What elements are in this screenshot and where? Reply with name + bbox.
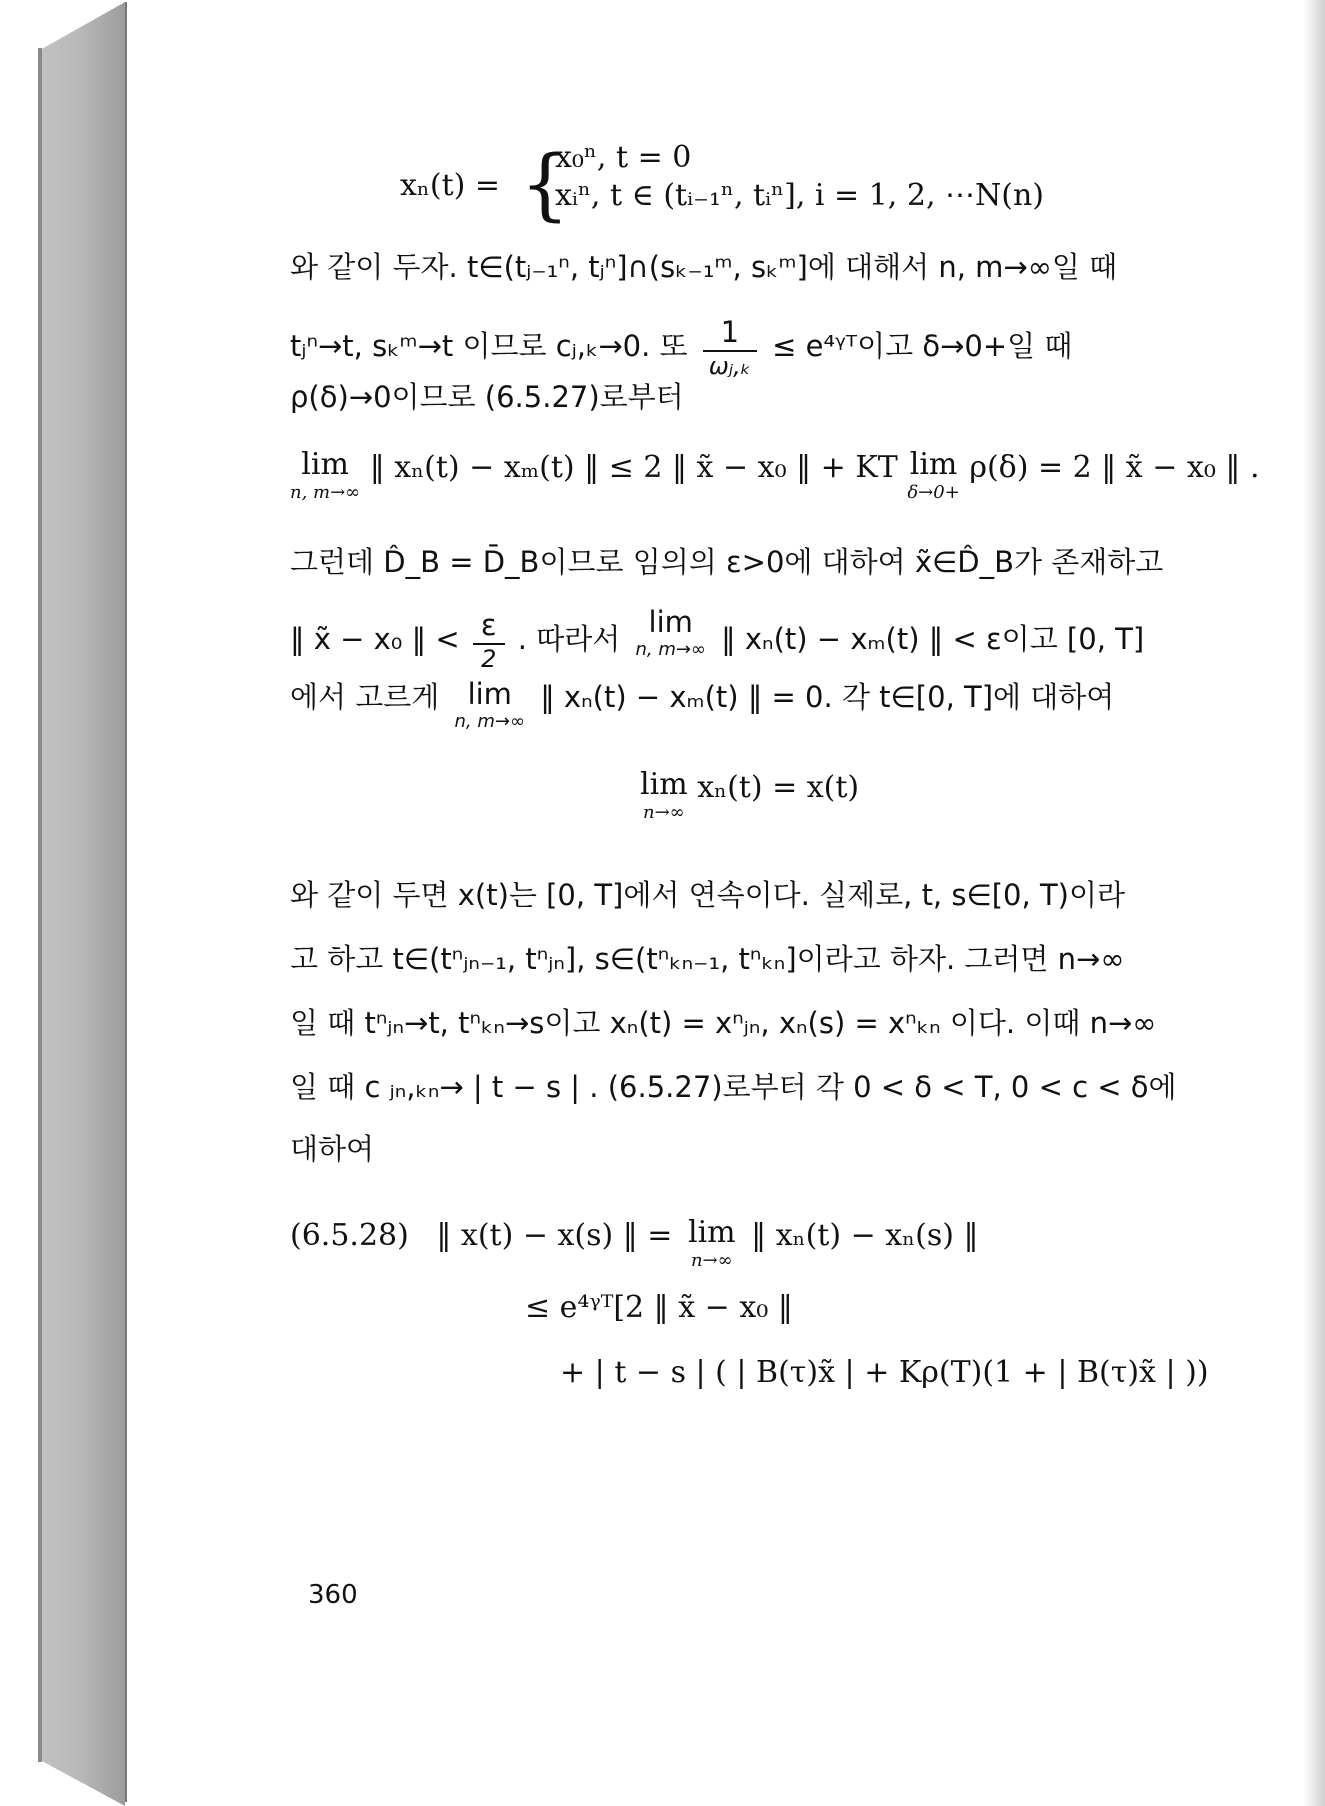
text-line: 대하여	[290, 1132, 375, 1166]
text-line: 일 때 c ⱼₙ,ₖₙ→ | t − s | . (6.5.27)로부터 각 0 < δ < T, 0 < c < δ에	[290, 1070, 1177, 1104]
limit-operator	[907, 447, 960, 503]
fraction-numerator: 1	[703, 315, 757, 352]
limit-operator	[687, 1215, 736, 1271]
text-segment: ‖ xₙ(t) − xₘ(t) ‖ < ε이고 [0, T]	[721, 621, 1145, 656]
text-line: 그런데 D̂_B = D̄_B이므로 임의의 ε>0에 대하여 x̃∈D̂_B가 존재하고	[290, 545, 1164, 579]
equation-line: + | t − s | ( | B(τ)x̃ | + Kρ(T)(1 + | B(τ)x̃ | ))	[560, 1355, 1209, 1390]
limit-subscript: n, m→∞	[290, 482, 361, 503]
fraction	[473, 608, 505, 674]
limit-text: lim	[467, 677, 512, 711]
brace: {	[520, 140, 570, 230]
text-line	[290, 315, 1072, 381]
equation-limit-1	[290, 447, 1260, 503]
text-segment: tⱼⁿ→t, sₖᵐ→t 이므로 cⱼ,ₖ→0. 또	[290, 328, 688, 363]
equation-segment: ‖ xₙ(t) − xₘ(t) ‖ ≤ 2 ‖ x̃ − x₀ ‖ + KT	[369, 450, 898, 485]
book-spine-edge	[38, 48, 42, 1762]
equation-case-1: x₀ⁿ, t = 0	[555, 140, 692, 175]
text-line: ρ(δ)→0이므로 (6.5.27)로부터	[290, 380, 684, 414]
limit-operator	[454, 677, 525, 732]
equation-case-2: xᵢⁿ, t ∈ (tᵢ₋₁ⁿ, tᵢⁿ], i = 1, 2, ⋯N(n)	[555, 178, 1044, 213]
equation-6-5-28	[290, 1215, 979, 1271]
fraction-denominator: 2	[481, 644, 497, 673]
limit-subscript: n→∞	[690, 1250, 733, 1271]
text-line	[290, 605, 1145, 674]
limit-text: lim	[301, 447, 349, 482]
equation-segment: ρ(δ) = 2 ‖ x̃ − x₀ ‖ .	[969, 450, 1260, 485]
equation-limit-2	[640, 767, 860, 823]
equation-segment: ‖ x(t) − x(s) ‖ =	[436, 1218, 673, 1253]
equation-line: ≤ e⁴ᵞᵀ[2 ‖ x̃ − x₀ ‖	[525, 1290, 793, 1325]
text-line: 고 하고 t∈(tⁿⱼₙ₋₁, tⁿⱼₙ], s∈(tⁿₖₙ₋₁, tⁿₖₙ]이라고 하자. 그러면 n→∞	[290, 942, 1125, 976]
limit-operator	[635, 605, 706, 660]
limit-text: lim	[640, 767, 688, 802]
page-shadow	[1303, 0, 1325, 1806]
text-segment: ‖ xₙ(t) − xₘ(t) ‖ = 0. 각 t∈[0, T]에 대하여	[540, 680, 1115, 714]
limit-operator	[640, 767, 688, 823]
limit-subscript: n, m→∞	[454, 711, 525, 732]
limit-subscript: n, m→∞	[635, 639, 706, 660]
page-number: 360	[308, 1580, 358, 1610]
text-line: 와 같이 두자. t∈(tⱼ₋₁ⁿ, tⱼⁿ]∩(sₖ₋₁ᵐ, sₖᵐ]에 대해서 n, m→∞일 때	[290, 250, 1118, 284]
limit-text: lim	[648, 605, 693, 639]
text-line: 와 같이 두면 x(t)는 [0, T]에서 연속이다. 실제로, t, s∈[0, T)이라	[290, 878, 1126, 912]
text-line	[290, 677, 1115, 732]
equation-piecewise-lhs: xₙ(t) =	[400, 168, 501, 203]
limit-text: lim	[909, 447, 958, 482]
text-line: 일 때 tⁿⱼₙ→t, tⁿₖₙ→s이고 xₙ(t) = xⁿⱼₙ, xₙ(s) = xⁿₖₙ 이다. 이때 n→∞	[290, 1006, 1157, 1040]
equation-segment: xₙ(t) = x(t)	[697, 770, 860, 805]
text-segment: ≤ e⁴ᵞᵀ이고 δ→0+일 때	[772, 328, 1073, 363]
equation-label: (6.5.28)	[290, 1218, 409, 1253]
equation-segment: ‖ xₙ(t) − xₙ(s) ‖	[751, 1218, 979, 1253]
fraction-denominator: ωⱼ,ₖ	[708, 351, 751, 380]
limit-subscript: δ→0+	[907, 482, 960, 503]
limit-operator	[290, 447, 361, 503]
book-spine	[0, 0, 130, 1806]
limit-subscript: n→∞	[642, 802, 685, 823]
text-segment: 에서 고르게	[290, 680, 440, 714]
fraction-numerator: ε	[473, 608, 505, 645]
fraction	[703, 315, 757, 381]
limit-text: lim	[687, 1215, 736, 1250]
text-segment: . 따라서	[517, 621, 621, 656]
text-segment: ‖ x̃ − x₀ ‖ <	[290, 621, 460, 656]
